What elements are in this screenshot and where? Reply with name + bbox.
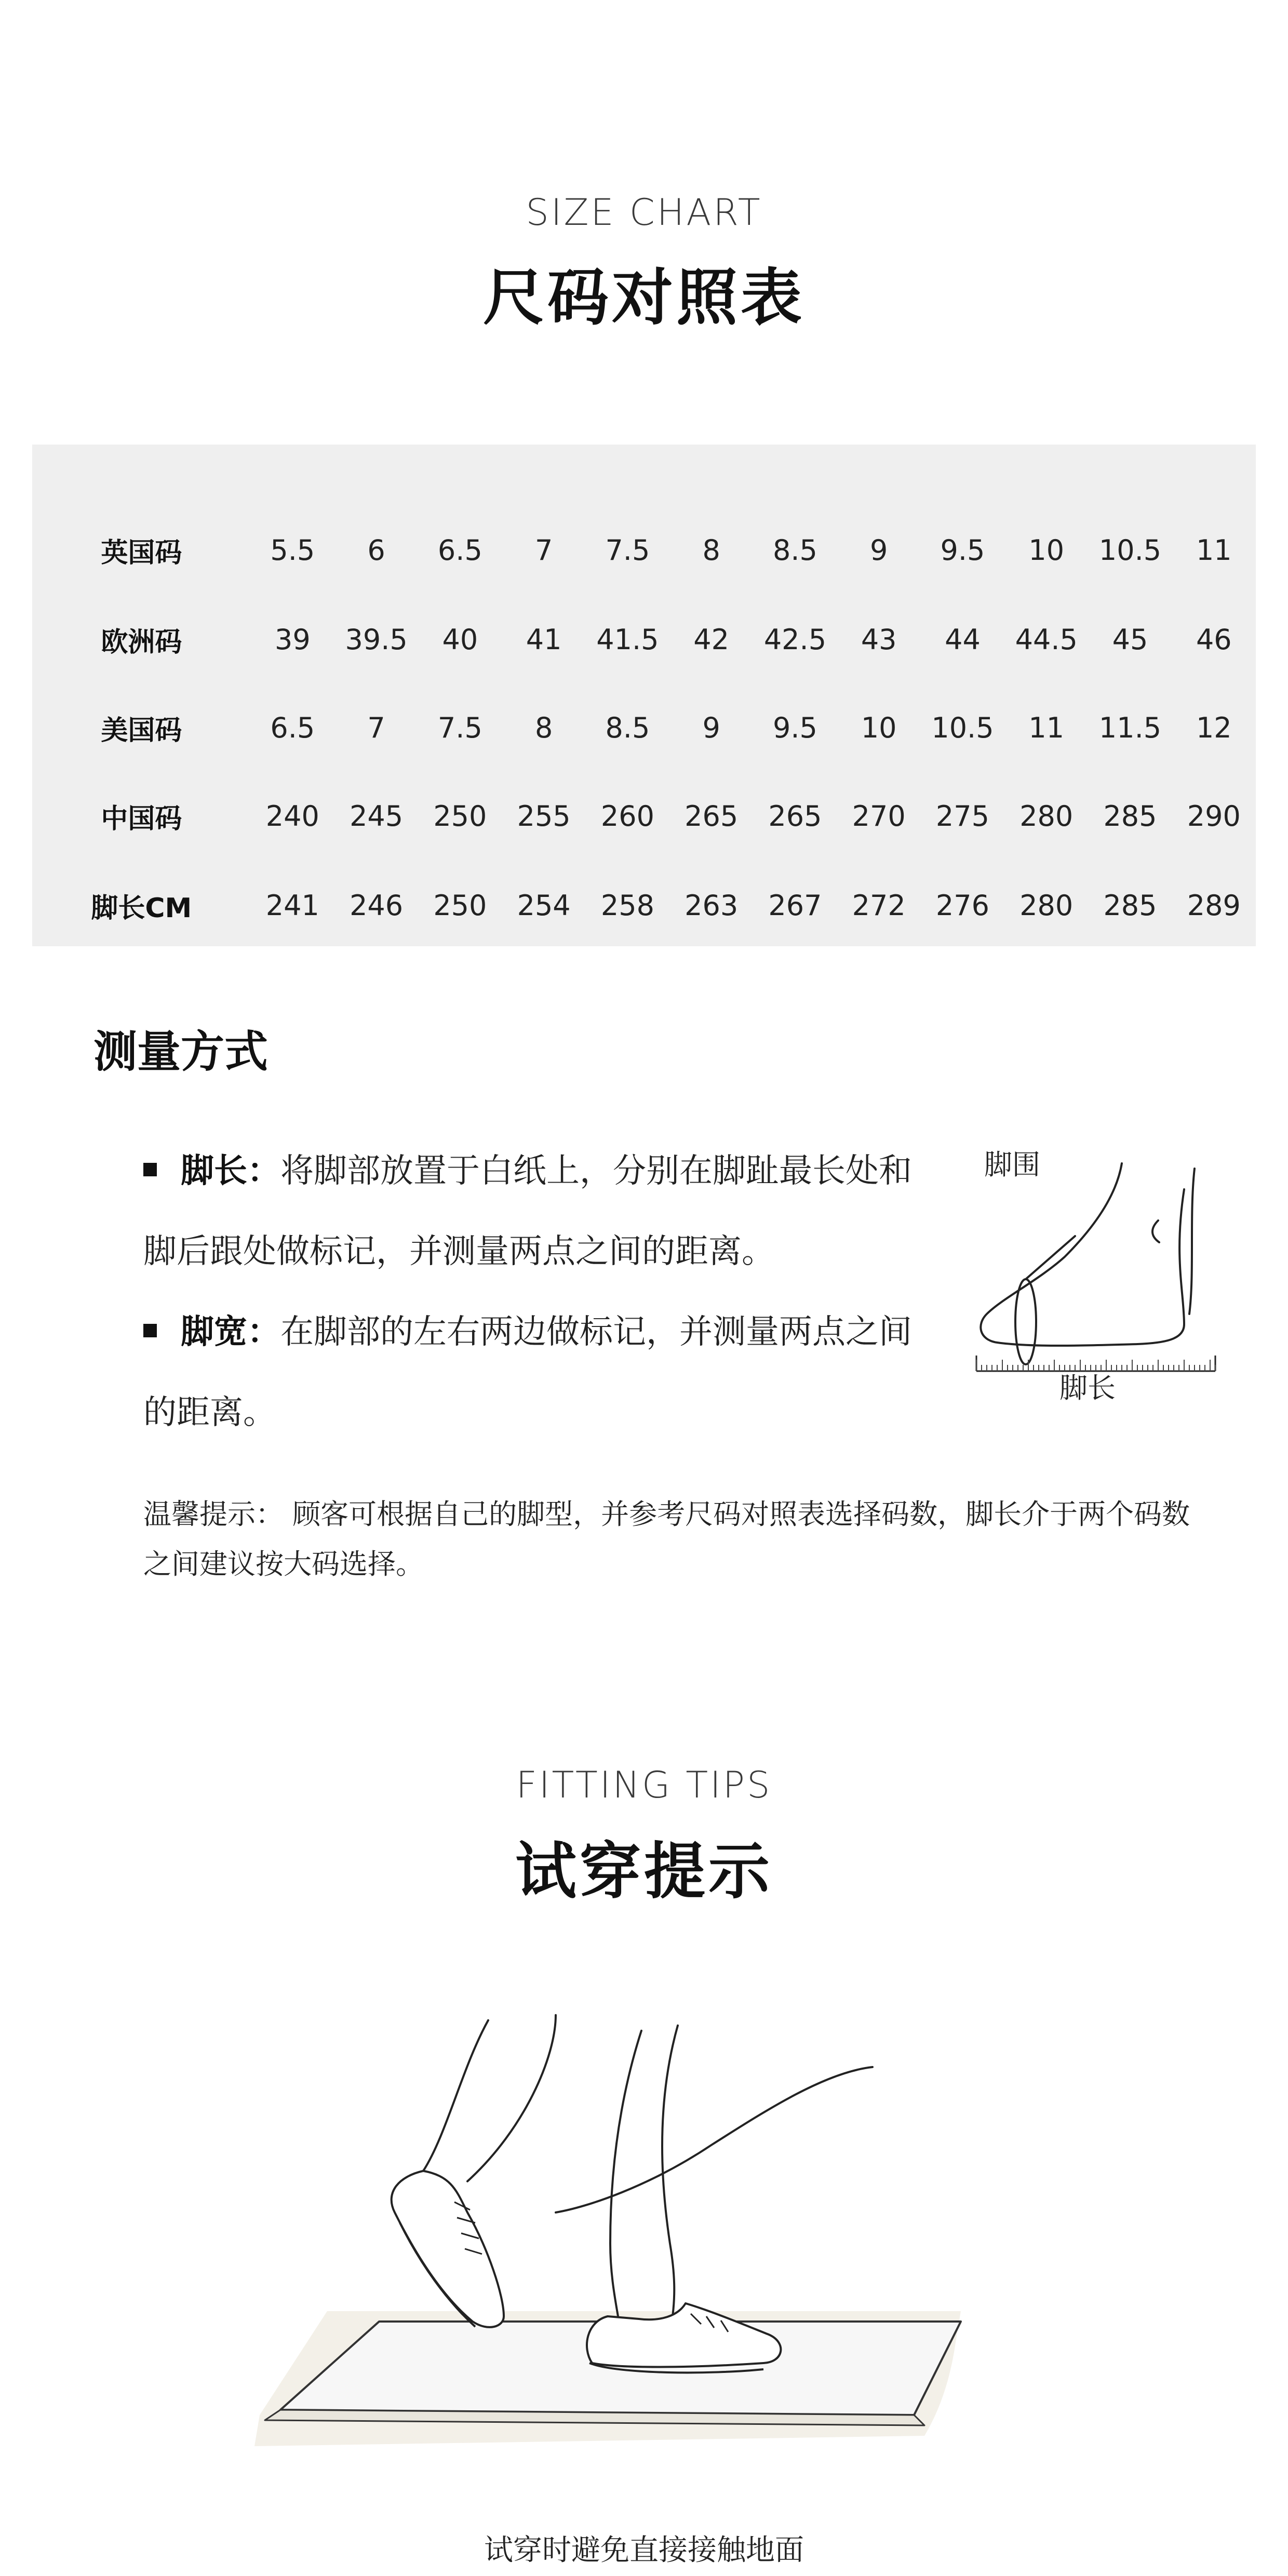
size-cell: 42 [693,623,730,656]
foot-length-label: 脚长 [1059,1372,1116,1404]
measure-term: 脚宽 [181,1313,247,1351]
table-row [32,595,1256,683]
size-cell: 12 [1196,711,1232,744]
size-row-label: 美国码 [101,715,182,746]
table-row [32,445,1256,595]
tip-note: 温馨提示： 顾客可根据自己的脚型，并参考尺码对照表选择码数，脚长介于两个码数之间建议按大码选择。 [143,1498,1190,1580]
size-cell: 7.5 [605,533,650,567]
size-cell: 7 [367,711,385,744]
size-cell: 11 [1196,533,1232,567]
size-row-label: 脚长CM [91,892,192,924]
size-cell: 46 [1196,623,1232,656]
size-cell: 254 [517,889,571,922]
size-cell: 280 [1019,799,1074,833]
size-cell: 245 [350,799,404,833]
fitting-tips-kicker: FITTING TIPS [516,1764,772,1806]
size-cell: 8 [702,533,720,567]
size-cell: 9.5 [772,711,817,744]
size-chart-title: 尺码对照表 [482,262,805,333]
size-cell: 10.5 [1098,533,1162,567]
size-cell: 280 [1019,889,1074,922]
size-cell: 250 [433,799,487,833]
size-cell: 246 [350,889,404,922]
size-cell: 267 [768,889,822,922]
size-cell: 5.5 [270,533,315,567]
size-cell: 45 [1112,623,1148,656]
size-cell: 250 [433,889,487,922]
size-row-label: 英国码 [101,537,182,569]
measure-term-separator: ： [247,1313,280,1351]
size-cell: 265 [685,799,739,833]
table-row [32,772,1256,860]
size-cell: 258 [600,889,654,922]
size-cell: 9 [870,533,888,567]
size-cell: 9 [702,711,720,744]
measure-item-foot-width [143,1292,933,1453]
size-cell: 11.5 [1098,711,1162,744]
bullet-square-icon [143,1324,157,1337]
size-row-label: 中国码 [101,803,182,835]
fitting-tips-title: 试穿提示 [515,1835,773,1907]
size-chart-kicker: SIZE CHART [526,191,762,234]
size-cell: 241 [265,889,319,922]
measure-text: 将脚部放置于白纸上，分别在脚趾最长处和脚后跟处做标记，并测量两点之间的距离。 [143,1152,912,1271]
size-cell: 276 [935,889,989,922]
size-cell: 6 [367,533,385,567]
size-cell: 7.5 [437,711,482,744]
foot-girth-label: 脚围 [984,1148,1040,1181]
size-cell: 43 [861,623,897,656]
measure-term: 脚长 [181,1152,247,1190]
measure-item-foot-length [143,1131,933,1292]
size-cell: 270 [852,799,906,833]
measure-section-title: 测量方式 [93,1026,269,1077]
size-cell: 10.5 [931,711,994,744]
size-cell: 263 [685,889,739,922]
size-cell: 6.5 [270,711,315,744]
size-cell: 41.5 [596,623,659,656]
size-cell: 240 [265,799,319,833]
size-table [32,445,1256,1011]
size-cell: 255 [517,799,571,833]
bullet-square-icon [143,1163,157,1176]
size-cell: 272 [852,889,906,922]
size-cell: 7 [534,533,553,567]
size-cell: 289 [1187,889,1241,922]
size-cell: 44 [945,623,981,656]
size-cell: 290 [1187,799,1241,833]
size-cell: 9.5 [940,533,985,567]
size-cell: 285 [1103,799,1157,833]
size-cell: 44.5 [1015,623,1078,656]
size-cell: 10 [861,711,897,744]
table-row [32,860,1256,1011]
size-cell: 10 [1028,533,1065,567]
size-row-label: 欧洲码 [101,626,182,658]
measure-text: 在脚部的左右两边做标记，并测量两点之间的距离。 [143,1313,912,1432]
measure-term-separator: ： [247,1152,280,1190]
size-cell: 265 [768,799,822,833]
size-cell: 275 [935,799,989,833]
size-cell: 6.5 [437,533,482,567]
size-cell: 39 [274,623,311,656]
table-row [32,683,1256,772]
size-cell: 40 [442,623,478,656]
size-cell: 11 [1028,711,1065,744]
size-cell: 41 [526,623,562,656]
fitting-illustration [244,2005,992,2472]
size-cell: 260 [600,799,654,833]
size-cell: 42.5 [763,623,827,656]
size-cell: 285 [1103,889,1157,922]
fitting-caption: 试穿时避免直接接触地面 [484,2533,804,2567]
size-cell: 8.5 [772,533,817,567]
size-cell: 8 [534,711,553,744]
size-cell: 8.5 [605,711,650,744]
size-cell: 39.5 [345,623,408,656]
